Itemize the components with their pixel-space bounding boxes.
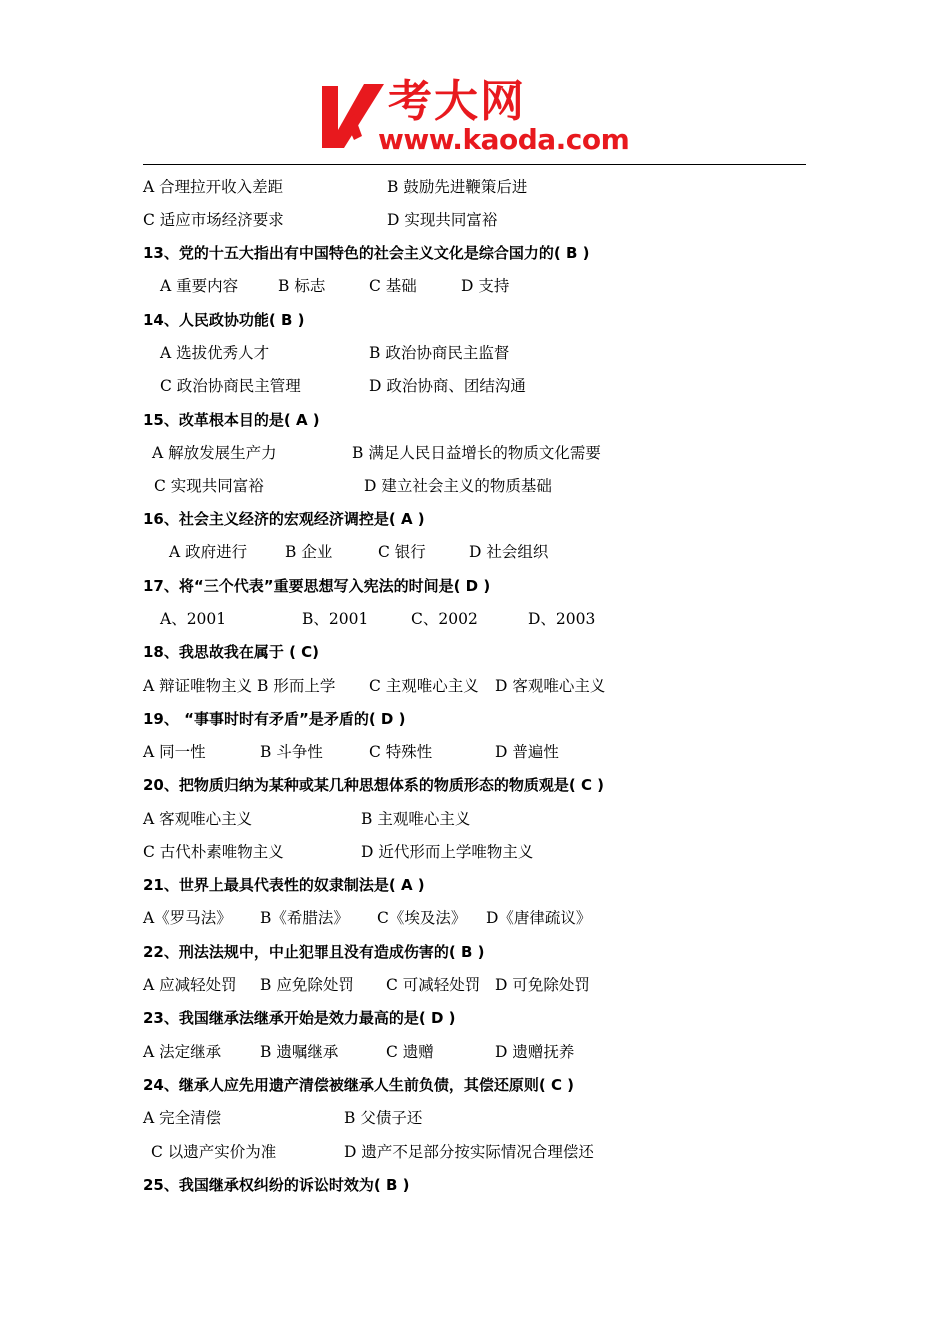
question-14: 14、人民政协功能( B )	[143, 311, 305, 329]
option-row	[143, 1040, 806, 1064]
option: B 遗嘱继承	[260, 1043, 339, 1061]
option: A 政府进行	[169, 543, 248, 561]
option: D 遗产不足部分按实际情况合理偿还	[344, 1143, 594, 1161]
header-divider	[143, 164, 806, 165]
question-23: 23、我国继承法继承开始是效力最高的是( D )	[143, 1009, 456, 1027]
option: D 近代形而上学唯物主义	[361, 843, 534, 861]
option-row	[143, 208, 806, 232]
option: D 政治协商、团结沟通	[369, 377, 526, 395]
option: D 普遍性	[495, 743, 559, 761]
option-row	[143, 840, 806, 864]
page-header	[0, 0, 950, 170]
question-13: 13、党的十五大指出有中国特色的社会主义文化是综合国力的( B )	[143, 244, 590, 262]
option: B 父债子还	[344, 1109, 423, 1127]
option: A、2001	[160, 610, 227, 628]
question-25: 25、我国继承权纠纷的诉讼时效为( B )	[143, 1176, 410, 1194]
option: A 完全清偿	[143, 1109, 222, 1127]
option: B 鼓励先进鞭策后进	[387, 178, 528, 196]
option: A 应减轻处罚	[143, 976, 237, 994]
option: A 同一性	[143, 743, 206, 761]
option: C 可减轻处罚	[386, 976, 481, 994]
option: A《罗马法》	[143, 909, 232, 927]
option: A 重要内容	[160, 277, 239, 295]
question-17: 17、将“三个代表”重要思想写入宪法的时间是( D )	[143, 577, 491, 595]
option: D、2003	[528, 610, 596, 628]
option: A 法定继承	[143, 1043, 222, 1061]
option: D 建立社会主义的物质基础	[364, 477, 552, 495]
question-18: 18、我思故我在属于 ( C)	[143, 643, 320, 661]
option: B 斗争性	[260, 743, 323, 761]
option: A 辩证唯物主义 B 形而上学	[143, 677, 336, 695]
option-row	[143, 906, 806, 930]
option: C 适应市场经济要求	[143, 211, 284, 229]
kaoda-logo	[318, 78, 648, 163]
question-20: 20、把物质归纳为某种或某几种思想体系的物质形态的物质观是( C )	[143, 776, 605, 794]
option: B 应免除处罚	[260, 976, 354, 994]
option-row	[160, 341, 806, 365]
logo-url-text: www.kaoda.com	[378, 123, 630, 156]
option: B 政治协商民主监督	[369, 344, 510, 362]
option: D 客观唯心主义	[495, 677, 606, 695]
option-row	[143, 740, 806, 764]
option: C 遗赠	[386, 1043, 434, 1061]
option: B 标志	[278, 277, 326, 295]
option: B、2001	[302, 610, 369, 628]
option: C《埃及法》	[377, 909, 467, 927]
logo-chinese-text: 考大网	[388, 76, 526, 127]
option: A 合理拉开收入差距	[143, 178, 284, 196]
option-row	[143, 807, 806, 831]
option: D 支持	[461, 277, 510, 295]
option-row	[160, 274, 806, 298]
option: B 满足人民日益增长的物质文化需要	[352, 444, 601, 462]
option: A 选拔优秀人才	[160, 344, 270, 362]
option: A 客观唯心主义	[143, 810, 253, 828]
option-row	[169, 540, 806, 564]
option: D 遗赠抚养	[495, 1043, 575, 1061]
option: B《希腊法》	[260, 909, 349, 927]
option: D 可免除处罚	[495, 976, 590, 994]
option: A 解放发展生产力	[152, 444, 277, 462]
option: C 特殊性	[369, 743, 433, 761]
question-22: 22、刑法法规中，中止犯罪且没有造成伤害的( B )	[143, 943, 485, 961]
option-row	[160, 607, 806, 631]
option: D《唐律疏议》	[486, 909, 592, 927]
option: D 实现共同富裕	[387, 211, 498, 229]
option: C 实现共同富裕	[154, 477, 264, 495]
option-row	[143, 175, 806, 199]
option-row	[154, 474, 806, 498]
option: C 古代朴素唯物主义	[143, 843, 284, 861]
option: B 主观唯心主义	[361, 810, 471, 828]
option-row	[151, 1140, 806, 1164]
option-row	[143, 973, 806, 997]
option-row	[143, 1106, 806, 1130]
question-15: 15、改革根本目的是( A )	[143, 411, 320, 429]
option: D 社会组织	[469, 543, 549, 561]
option-row	[160, 374, 806, 398]
option: C 政治协商民主管理	[160, 377, 301, 395]
option: B 企业	[285, 543, 333, 561]
question-24: 24、继承人应先用遗产清偿被继承人生前负债，其偿还原则( C )	[143, 1076, 575, 1094]
option: C 主观唯心主义	[369, 677, 479, 695]
option: C 以遗产实价为准	[151, 1143, 277, 1161]
option: C、2002	[411, 610, 478, 628]
question-16: 16、社会主义经济的宏观经济调控是( A )	[143, 510, 425, 528]
option: C 基础	[369, 277, 417, 295]
question-21: 21、世界上最具代表性的奴隶制法是( A )	[143, 876, 425, 894]
option-row	[143, 674, 806, 698]
question-19: 19、 “事事时时有矛盾”是矛盾的( D )	[143, 710, 406, 728]
option-row	[152, 441, 806, 465]
option: C 银行	[378, 543, 426, 561]
